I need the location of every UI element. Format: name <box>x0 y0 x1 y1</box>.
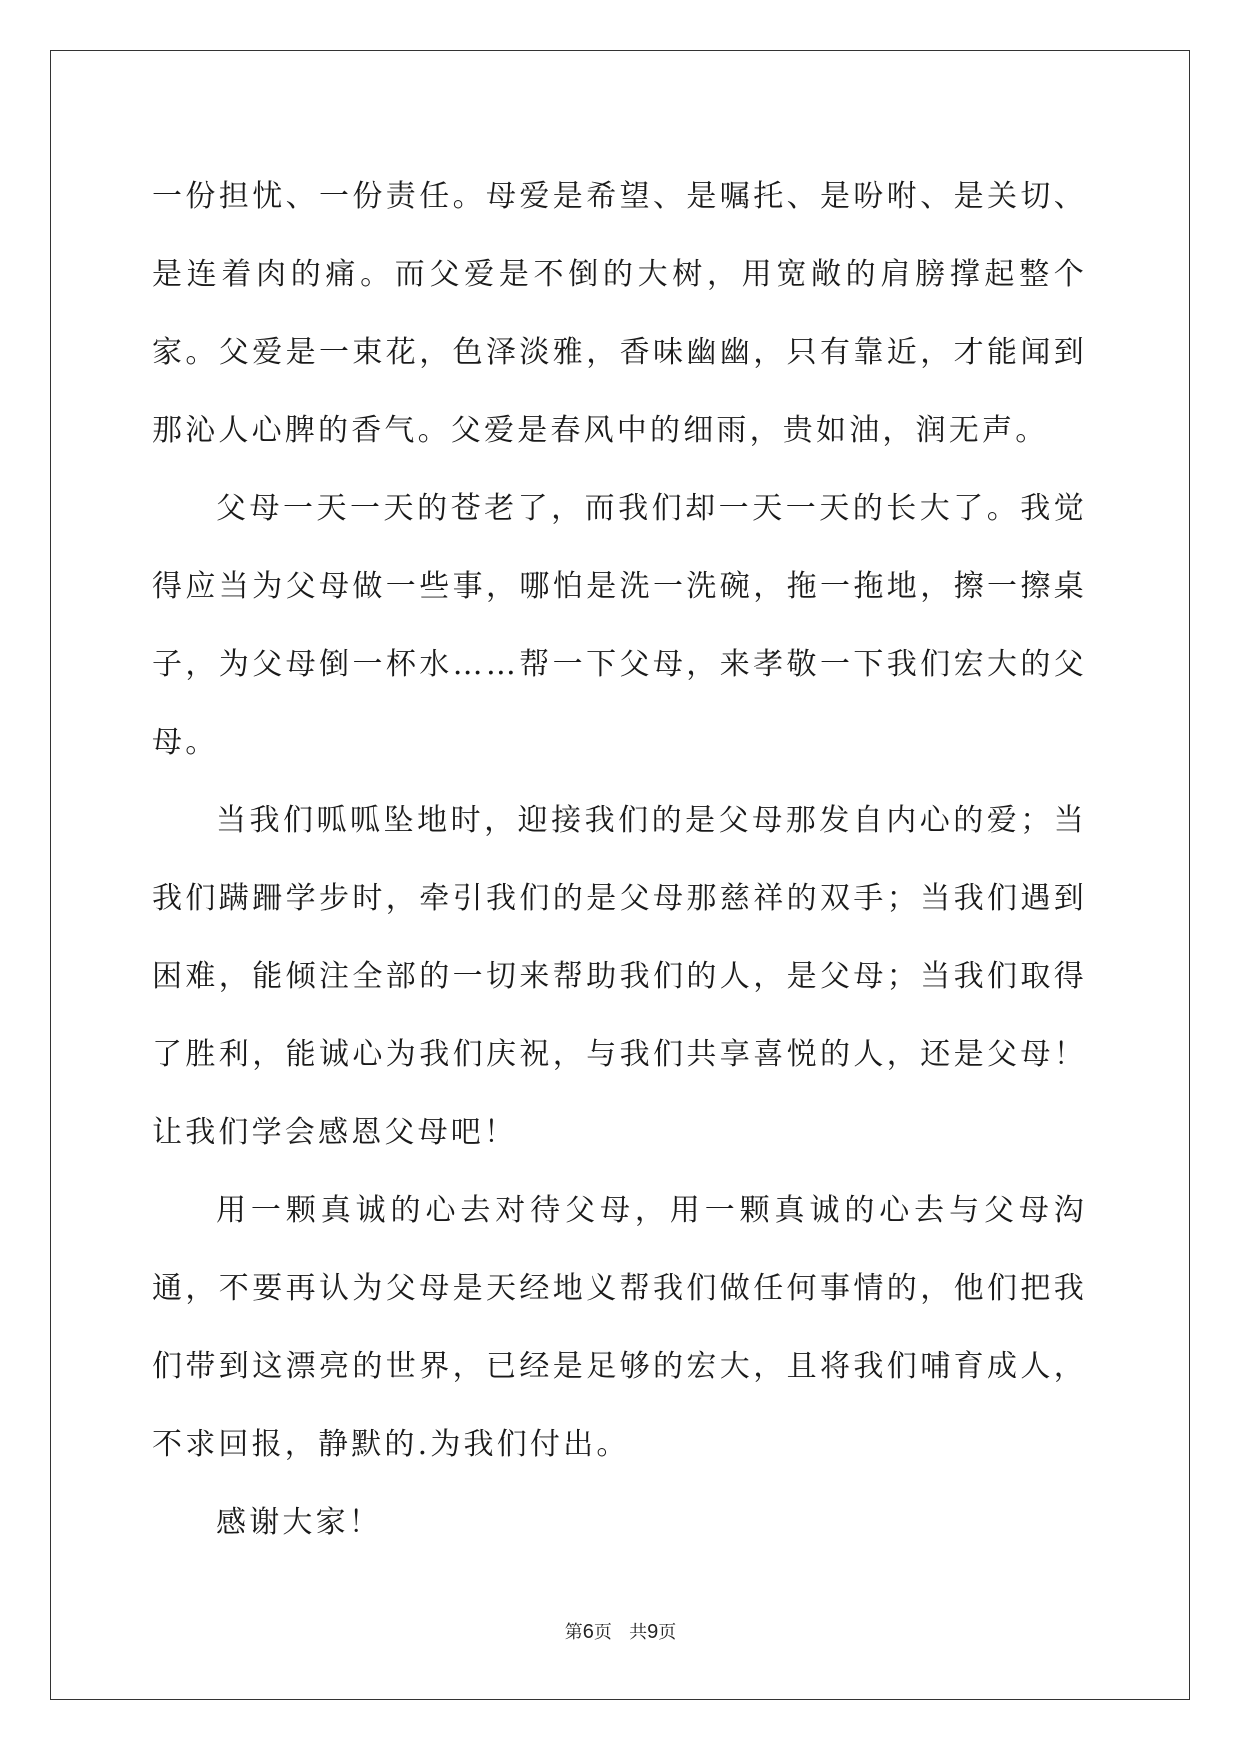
total-suffix: 页 <box>658 1622 677 1643</box>
paragraph-4: 用一颗真诚的心去对待父母，用一颗真诚的心去与父母沟通，不要再认为父母是天经地义帮我们做任何事情的，他们把我们带到这漂亮的世界，已经是足够的宏大，且将我们哺育成人，不求回报，静默的.为我们付出。 <box>152 1193 1087 1462</box>
page-prefix: 第 <box>564 1622 583 1643</box>
document-body <box>152 158 1087 1562</box>
paragraph-1: 一份担忧、一份责任。母爱是希望、是嘱托、是吩咐、是关切、是连着肉的痛。而父爱是不倒的大树，用宽敞的肩膀撑起整个家。父爱是一束花，色泽淡雅，香味幽幽，只有靠近，才能闻到那沁人心脾的香气。父爱是春风中的细雨，贵如油，润无声。 <box>152 179 1087 448</box>
total-prefix: 共 <box>629 1622 648 1643</box>
current-page-number: 6 <box>582 1621 594 1643</box>
page-suffix: 页 <box>593 1622 612 1643</box>
paragraph-3: 当我们呱呱坠地时，迎接我们的是父母那发自内心的爱；当我们蹒跚学步时，牵引我们的是父母那慈祥的双手；当我们遇到困难，能倾注全部的一切来帮助我们的人，是父母；当我们取得了胜利，能诚心为我们庆祝，与我们共享喜悦的人，还是父母！让我们学会感恩父母吧！ <box>152 803 1087 1150</box>
total-page-count: 9 <box>647 1621 659 1643</box>
paragraph-2: 父母一天一天的苍老了，而我们却一天一天的长大了。我觉得应当为父母做一些事，哪怕是洗一洗碗，拖一拖地，擦一擦桌子，为父母倒一杯水……帮一下父母，来孝敬一下我们宏大的父母。 <box>152 491 1087 760</box>
page-footer <box>0 1618 1241 1644</box>
paragraph-5: 感谢大家！ <box>216 1505 382 1540</box>
